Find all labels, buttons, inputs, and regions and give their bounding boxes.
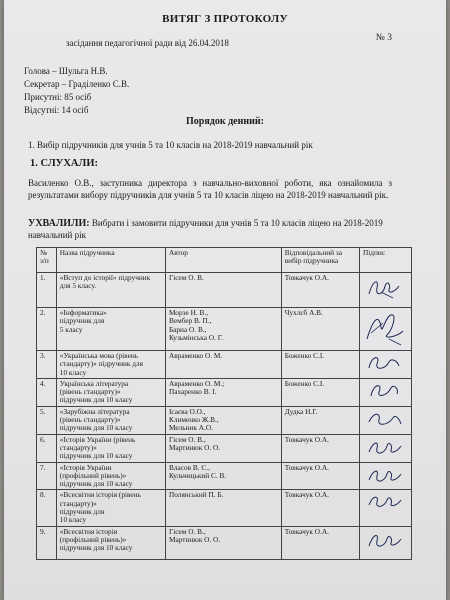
row-number: 9. xyxy=(37,526,57,559)
signature-cell xyxy=(360,526,412,559)
handwritten-signature xyxy=(363,464,408,486)
header-author: Автор xyxy=(165,248,281,273)
signature-cell xyxy=(360,273,412,308)
textbook-author: Гісем О. В., Мартинюк О. О. xyxy=(165,434,281,462)
table-row xyxy=(37,526,412,559)
handwritten-signature xyxy=(363,380,408,402)
handwritten-signature xyxy=(363,274,408,302)
meeting-date: засідання педагогічної ради від 26.04.2018 xyxy=(66,38,229,48)
responsible-person: Дудка Н.Г. xyxy=(281,406,359,434)
textbook-title: «Вступ до історії» підручник для 5 класу. xyxy=(56,273,165,308)
responsible-person: Товкачук О.А. xyxy=(281,273,359,308)
table-row xyxy=(37,351,412,379)
responsible-person: Боженко С.І. xyxy=(281,351,359,379)
signature-cell xyxy=(360,490,412,526)
handwritten-signature xyxy=(363,408,408,430)
table-row xyxy=(37,273,412,308)
textbook-title: «Інформатика» підручник для 5 класу xyxy=(56,308,165,351)
protocol-page xyxy=(4,0,446,600)
textbook-title: Українська література (рівень стандарту)» підручник для 10 класу xyxy=(56,378,165,406)
header-signature: Підпис xyxy=(360,248,412,273)
handwritten-signature xyxy=(363,528,408,552)
row-number: 6. xyxy=(37,434,57,462)
row-number: 5. xyxy=(37,406,57,434)
table-row xyxy=(37,490,412,526)
textbook-title: «Історія України (рівень стандарту)» підручник для 10 класу xyxy=(56,434,165,462)
signature-cell xyxy=(360,378,412,406)
handwritten-signature xyxy=(363,436,408,458)
header-title: Назва підручника xyxy=(56,248,165,273)
row-number: 4. xyxy=(37,378,57,406)
row-number: 1. xyxy=(37,273,57,308)
table-row xyxy=(37,378,412,406)
textbook-title: «Історія України (профільний рівень)» підручник для 10 класу xyxy=(56,462,165,490)
textbooks-table xyxy=(36,247,412,560)
header-responsible: Відповідальний за вибір підручника xyxy=(281,248,359,273)
decided-text: Вибрати і замовити підручники для учнів 5 та 10 класів ліцею на 2018-2019 навчальний рік xyxy=(28,218,383,240)
row-number: 2. xyxy=(37,308,57,351)
textbook-author: Авраменко О. М.; Пахаренко В. І. xyxy=(165,378,281,406)
responsible-person: Товкачук О.А. xyxy=(281,490,359,526)
handwritten-signature xyxy=(363,309,408,347)
responsible-person: Товкачук О.А. xyxy=(281,434,359,462)
responsible-person: Товкачук О.А. xyxy=(281,462,359,490)
secretary-line: Секретар – Граділенко С.В. xyxy=(24,79,130,89)
decided-label: УХВАЛИЛИ: xyxy=(28,218,90,229)
textbook-author: Гісем О. В. xyxy=(165,273,281,308)
signature-cell xyxy=(360,351,412,379)
row-number: 8. xyxy=(37,490,57,526)
signature-cell xyxy=(360,406,412,434)
handwritten-signature xyxy=(363,491,408,511)
heard-title: 1. СЛУХАЛИ: xyxy=(30,158,99,169)
textbook-author: Гісем О. В., Мартинюк О. О. xyxy=(165,526,281,559)
textbook-title: «Українська мова (рівень стандарту)» підручник для 10 класу xyxy=(56,351,165,379)
signature-cell xyxy=(360,434,412,462)
agenda-title: Порядок денний: xyxy=(186,116,264,127)
table-header-row xyxy=(37,248,412,273)
protocol-number: № 3 xyxy=(375,33,392,43)
row-number: 7. xyxy=(37,462,57,490)
table-row xyxy=(37,406,412,434)
present-line: Присутні: 85 осіб xyxy=(24,92,92,102)
textbook-title: «Зарубіжна література (рівень стандарту)» підручник для 10 класу xyxy=(56,406,165,434)
header-number: № з/п xyxy=(37,248,57,273)
responsible-person: Чухлєб А.В. xyxy=(281,308,359,351)
absent-line: Відсутні: 14 осіб xyxy=(24,105,89,115)
textbook-author: Власов В. С., Кульчицький С. В. xyxy=(165,462,281,490)
table-row xyxy=(37,308,412,351)
row-number: 3. xyxy=(37,351,57,379)
decided-paragraph xyxy=(28,218,398,241)
document-title: ВИТЯГ З ПРОТОКОЛУ xyxy=(162,13,288,25)
agenda-item: 1. Вибір підручників для учнів 5 та 10 класів на 2018-2019 навчальний рік xyxy=(28,140,313,150)
head-line: Голова – Шульга Н.В. xyxy=(24,66,108,76)
textbook-title: «Всесвітня історія (профільний рівень)» підручник для 10 класу xyxy=(56,526,165,559)
table-row xyxy=(37,462,412,490)
textbook-author: Ісаєва О.О., Клименко Ж.В., Мельник А.О. xyxy=(165,406,281,434)
responsible-person: Товкачук О.А. xyxy=(281,526,359,559)
heard-text: Василенко О.В., заступника директора з навчально-виховної роботи, яка ознайомила з результатами вибору підручників для учнів 5 та 10 класів ліцею на 2018-2019 навчальний рік. xyxy=(28,178,392,200)
textbook-title: «Всесвітня історія (рівень стандарту)» підручник для 10 класу xyxy=(56,490,165,526)
signature-cell xyxy=(360,308,412,351)
textbook-author: Авраменко О. М. xyxy=(165,351,281,379)
responsible-person: Боженко С.І. xyxy=(281,378,359,406)
table-row xyxy=(37,434,412,462)
signature-cell xyxy=(360,462,412,490)
textbook-author: Полянський П. Б. xyxy=(165,490,281,526)
textbook-author: Морзе Н. В., Вембер В. П., Барна О. В., Кузьмінська О. Г. xyxy=(165,308,281,351)
handwritten-signature xyxy=(363,352,408,374)
